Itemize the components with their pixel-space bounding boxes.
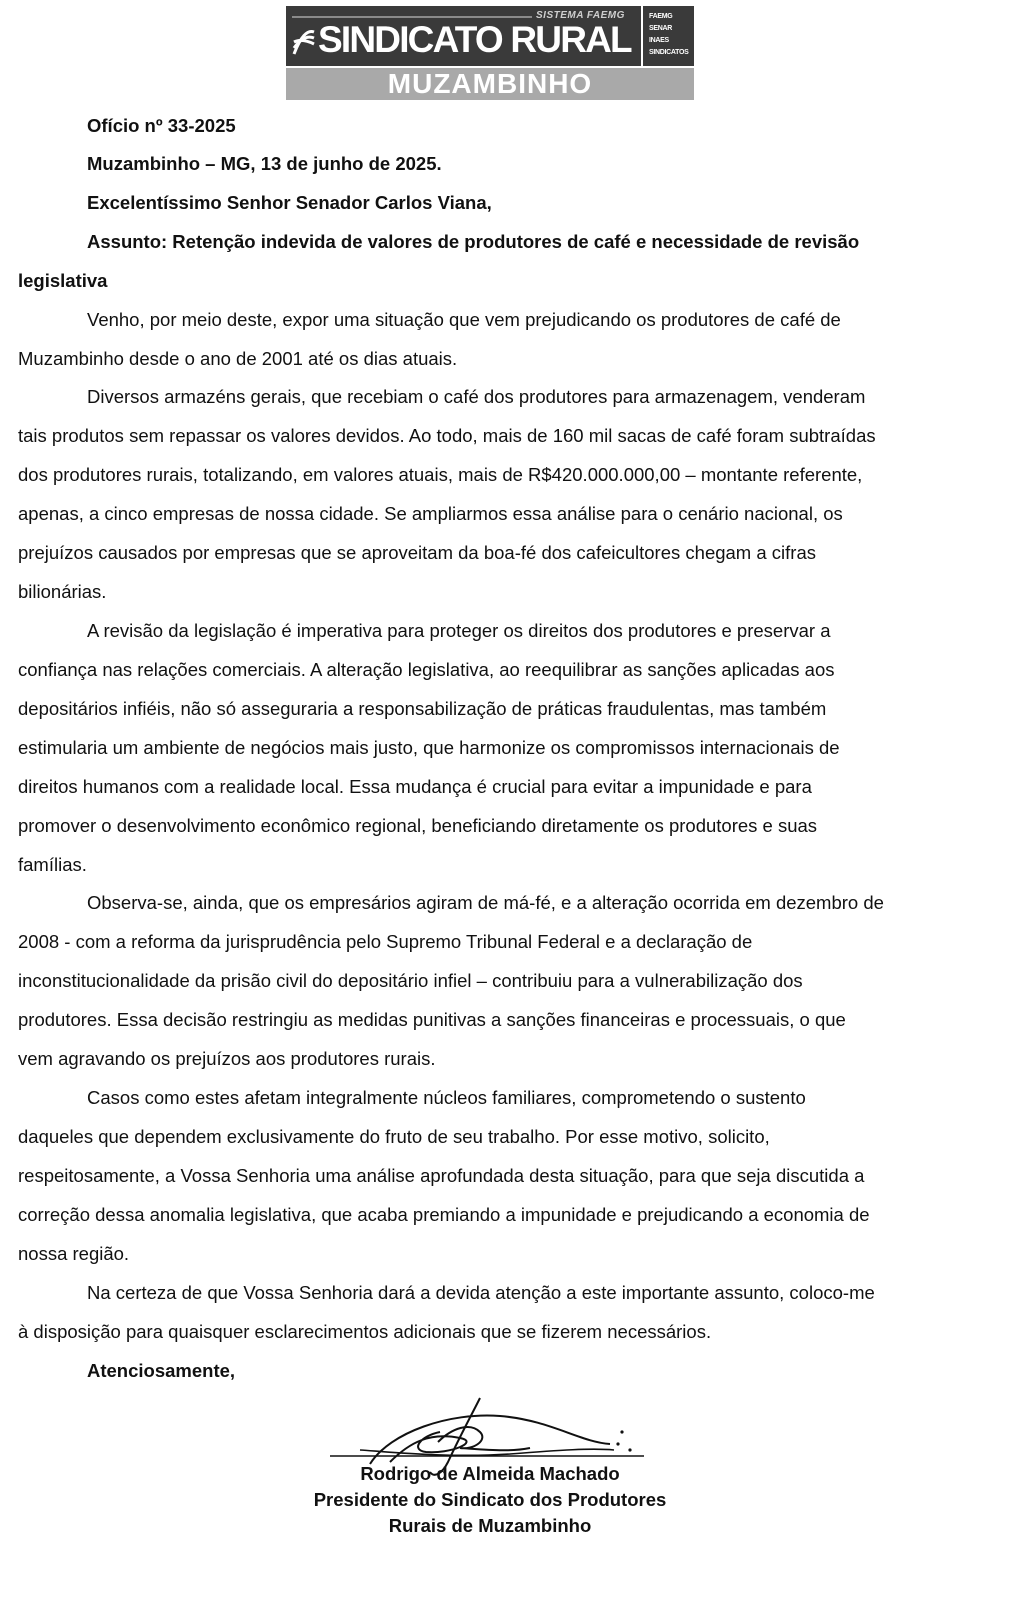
logo-title: SINDICATO RURAL [318, 19, 631, 60]
paragraph-line: Observa-se, ainda, que os empresários agiram de má-fé, e a alteração ocorrida em dezembro de [87, 892, 884, 913]
paragraph-line: Casos como estes afetam integralmente núcleos familiares, comprometendo o sustento [87, 1087, 806, 1108]
logo-side-label: INAES [649, 37, 669, 44]
signatory-organization: Rurais de Muzambinho [388, 1515, 592, 1536]
subject-line: Assunto: Retenção indevida de valores de produtores de café e necessidade de revisão [87, 231, 860, 252]
paragraph-line: Muzambinho desde o ano de 2001 até os dias atuais. [18, 348, 458, 369]
paragraph-line: dos produtores rurais, totalizando, em valores atuais, mais de R$420.000.000,00 – montante referente, [18, 464, 863, 485]
paragraph-line: A revisão da legislação é imperativa para proteger os direitos dos produtores e preservar a [87, 620, 831, 641]
paragraph-line: apenas, a cinco empresas de nossa cidade. Se ampliarmos essa análise para o cenário nacional, os [18, 503, 843, 524]
paragraph-line: vem agravando os prejuízos aos produtores rurais. [18, 1048, 436, 1069]
rural-emblem-icon [292, 26, 316, 56]
paragraph-line: estimularia um ambiente de negócios mais justo, que harmonize os compromissos internacionais de [18, 737, 840, 758]
letterhead-logo [286, 6, 694, 100]
paragraph-line: 2008 - com a reforma da jurisprudência pelo Supremo Tribunal Federal e a declaração de [18, 931, 753, 952]
place-date: Muzambinho – MG, 13 de junho de 2025. [87, 153, 442, 174]
paragraph-line: produtores. Essa decisão restringiu as medidas punitivas a sanções financeiras e processuais, o que [18, 1009, 846, 1030]
paragraph-line: respeitosamente, a Vossa Senhoria uma análise aprofundada desta situação, para que seja discutida a [18, 1165, 865, 1186]
paragraph-line: bilionárias. [18, 581, 107, 602]
office-number: Ofício nº 33-2025 [87, 115, 236, 136]
logo-side-label: SENAR [649, 25, 673, 32]
paragraph-line: inconstitucionalidade da prisão civil do depositário infiel – contribuiu para a vulnerabilização dos [18, 970, 803, 991]
paragraph-line: prejuízos causados por empresas que se aproveitam da boa-fé dos cafeicultores chegam a cifras [18, 542, 816, 563]
logo-side-labels [649, 11, 689, 59]
logo-system-label: SISTEMA FAEMG [536, 10, 625, 21]
logo-top-band [286, 6, 694, 66]
paragraph-line: promover o desenvolvimento econômico regional, beneficiando diretamente os produtores e suas [18, 815, 818, 836]
salutation: Excelentíssimo Senhor Senador Carlos Viana, [87, 192, 492, 213]
logo-city-name: MUZAMBINHO [387, 68, 593, 99]
logo-bottom-band [286, 68, 694, 100]
subject-line: legislativa [18, 270, 108, 291]
paragraph-line: Venho, por meio deste, expor uma situação que vem prejudicando os produtores de café de [87, 309, 841, 330]
logo-divider-line [292, 16, 532, 18]
closing: Atenciosamente, [87, 1360, 236, 1381]
paragraph-line: tais produtos sem repassar os valores devidos. Ao todo, mais de 160 mil sacas de café foram subtraídas [18, 425, 876, 446]
paragraph-line: Diversos armazéns gerais, que recebiam o café dos produtores para armazenagem, venderam [87, 386, 866, 407]
logo-side-label: SINDICATOS [649, 49, 689, 56]
logo-side-panel [641, 6, 694, 66]
signatory-title: Presidente do Sindicato dos Produtores [313, 1489, 667, 1510]
paragraph-line: famílias. [18, 854, 87, 875]
paragraph-line: daqueles que dependem exclusivamente do fruto de seu trabalho. Por esse motivo, solicito, [18, 1126, 770, 1147]
paragraph-line: à disposição para quaisquer esclarecimentos adicionais que se fizerem necessários. [18, 1321, 712, 1342]
paragraph-line: nossa região. [18, 1243, 130, 1264]
paragraph-line: direitos humanos com a realidade local. Essa mudança é crucial para evitar a impunidade e para [18, 776, 812, 797]
paragraph-line: confiança nas relações comerciais. A alteração legislativa, ao reequilibrar as sanções aplicadas aos [18, 659, 835, 680]
logo-side-label: FAEMG [649, 13, 673, 20]
signatory-name: Rodrigo de Almeida Machado [360, 1463, 620, 1484]
paragraph-line: depositários infiéis, não só asseguraria a responsabilização de práticas fraudulentas, mas também [18, 698, 827, 719]
paragraph-line: correção dessa anomalia legislativa, que acaba premiando a impunidade e prejudicando a economia de [18, 1204, 870, 1225]
paragraph-line: Na certeza de que Vossa Senhoria dará a devida atenção a este importante assunto, coloco-me [87, 1282, 875, 1303]
